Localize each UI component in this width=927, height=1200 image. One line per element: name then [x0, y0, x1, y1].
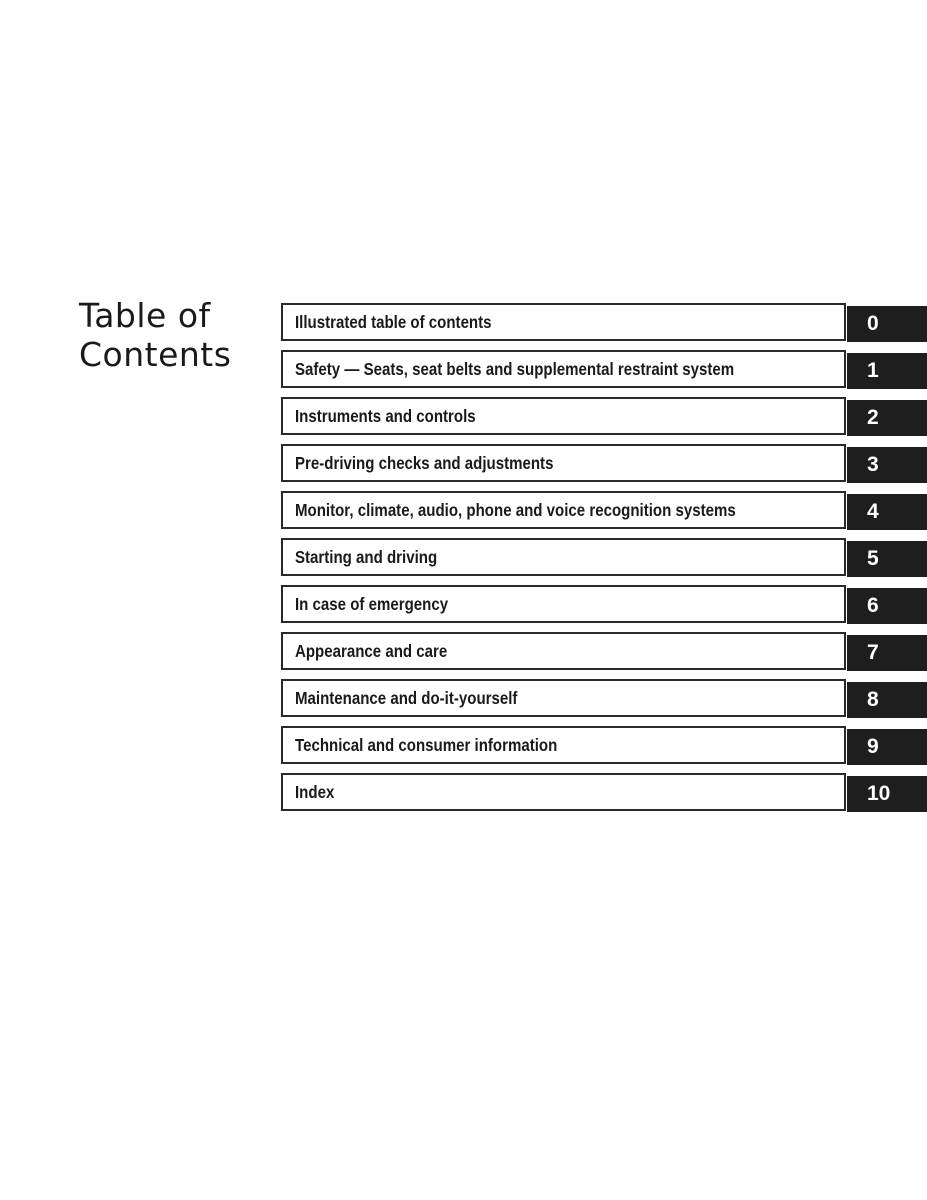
toc-entry-label: In case of emergency: [295, 593, 449, 614]
chapter-tab-10[interactable]: 10: [847, 776, 927, 812]
chapter-tab-4[interactable]: 4: [847, 494, 927, 530]
chapter-tab-7[interactable]: 7: [847, 635, 927, 671]
toc-row-7: [0, 632, 927, 670]
chapter-tab-2[interactable]: 2: [847, 400, 927, 436]
chapter-tab-1[interactable]: 1: [847, 353, 927, 389]
page-title-line1: Table of: [79, 296, 211, 335]
toc-row-8: [0, 679, 927, 717]
toc-row-0: [0, 303, 927, 341]
page-title-line2: Contents: [79, 335, 232, 374]
toc-entry-monitor-climate-audio[interactable]: [281, 491, 846, 529]
toc-entry-label: Instruments and controls: [295, 405, 476, 426]
toc-row-1: [0, 350, 927, 388]
toc-entry-label: Maintenance and do-it-yourself: [295, 687, 518, 708]
toc-row-6: [0, 585, 927, 623]
chapter-tab-0[interactable]: 0: [847, 306, 927, 342]
chapter-tab-3[interactable]: 3: [847, 447, 927, 483]
toc-entry-starting-and-driving[interactable]: [281, 538, 846, 576]
toc-entry-technical-information[interactable]: [281, 726, 846, 764]
toc-entry-label: Safety — Seats, seat belts and supplemental restraint system: [295, 358, 735, 379]
chapter-tab-8[interactable]: 8: [847, 682, 927, 718]
toc-entry-label: Monitor, climate, audio, phone and voice recognition systems: [295, 499, 736, 520]
toc-entry-label: Starting and driving: [295, 546, 438, 567]
toc-entry-maintenance[interactable]: [281, 679, 846, 717]
toc-entry-pre-driving-checks[interactable]: [281, 444, 846, 482]
chapter-tab-5[interactable]: 5: [847, 541, 927, 577]
toc-entry-in-case-of-emergency[interactable]: [281, 585, 846, 623]
toc-entry-appearance-and-care[interactable]: [281, 632, 846, 670]
toc-row-10: [0, 773, 927, 811]
toc-row-9: [0, 726, 927, 764]
toc-row-3: [0, 444, 927, 482]
toc-entry-label: Index: [295, 781, 335, 802]
toc-entry-illustrated-table-of-contents[interactable]: [281, 303, 846, 341]
toc-entry-label: Appearance and care: [295, 640, 448, 661]
toc-row-2: [0, 397, 927, 435]
toc-row-5: [0, 538, 927, 576]
chapter-tab-9[interactable]: 9: [847, 729, 927, 765]
toc-entry-label: Pre-driving checks and adjustments: [295, 452, 554, 473]
toc-entry-label: Illustrated table of contents: [295, 311, 492, 332]
toc-entry-index[interactable]: [281, 773, 846, 811]
toc-entry-safety[interactable]: [281, 350, 846, 388]
toc-row-4: [0, 491, 927, 529]
toc-entry-label: Technical and consumer information: [295, 734, 558, 755]
chapter-tab-6[interactable]: 6: [847, 588, 927, 624]
toc-entry-instruments-and-controls[interactable]: [281, 397, 846, 435]
